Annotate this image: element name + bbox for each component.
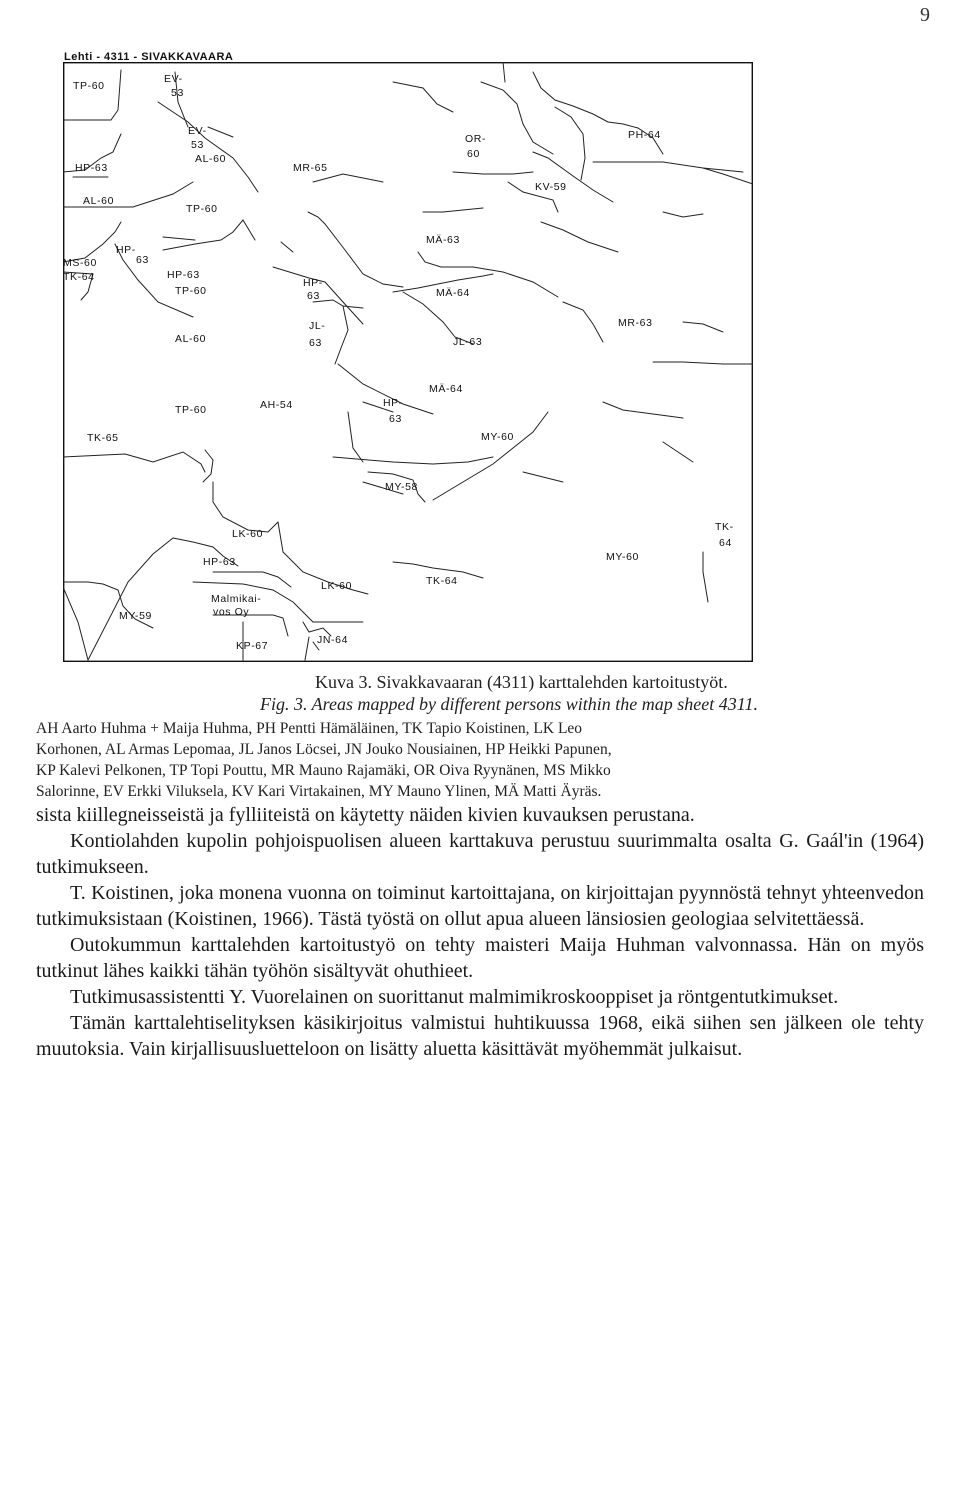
map-label: MY-60 <box>606 551 639 563</box>
map-label: TP-60 <box>186 203 218 215</box>
map-frame <box>64 63 753 662</box>
map-label: MÄ-63 <box>426 234 460 246</box>
map-label: 60 <box>467 148 480 160</box>
map-label: JL-63 <box>453 336 483 348</box>
map-label: MY-59 <box>119 610 152 622</box>
map-label: 63 <box>136 254 149 266</box>
body-text <box>36 802 924 1062</box>
map-label: MY-58 <box>385 481 418 493</box>
map-label: 63 <box>309 337 322 349</box>
map-label: HP-63 <box>75 162 108 174</box>
map-label: LK-60 <box>321 580 353 592</box>
legend-line: AH Aarto Huhma + Maija Huhma, PH Pentti Hämäläinen, TK Tapio Koistinen, LK Leo <box>36 720 583 737</box>
map-label: OR- <box>465 133 487 145</box>
paragraph: sista kiillegneisseistä ja fylliiteistä on käytetty näiden kivien kuvauksen perustana. <box>36 804 695 826</box>
map-label: MR-65 <box>293 162 328 174</box>
paragraph: T. Koistinen, joka monena vuonna on toiminut kartoittajana, on kirjoittajan pyynnöstä tehnyt yhteenvedon tutkimuksistaan (Koistinen, 1966). Tästä työstä on ollut apua alueen länsiosien geologiaa selvitettäessä. <box>36 882 924 930</box>
map-label: MR-63 <box>618 317 653 329</box>
mapper-legend <box>36 718 936 802</box>
map-label: HP- <box>383 397 403 409</box>
map-sheet-title: Lehti - 4311 - SIVAKKAVAARA <box>64 51 234 63</box>
legend-line: KP Kalevi Pelkonen, TP Topi Pouttu, MR Mauno Rajamäki, OR Oiva Ryynänen, MS Mikko <box>36 762 611 779</box>
map-label: AL-60 <box>195 153 227 165</box>
map-label: LK-60 <box>232 528 264 540</box>
map-label: TP-60 <box>175 285 207 297</box>
map-label: AL-60 <box>175 333 207 345</box>
map-label: 64 <box>719 537 732 549</box>
map-label: 53 <box>191 139 204 151</box>
map-label: MÄ-64 <box>436 287 470 299</box>
map-label: TP-60 <box>175 404 207 416</box>
area-labels <box>63 73 734 652</box>
map-label: 63 <box>389 413 402 425</box>
map-label: AH-54 <box>260 399 293 411</box>
paragraph: Tutkimusassistentti Y. Vuorelainen on suorittanut malmimikroskooppiset ja röntgentutkimukset. <box>70 986 839 1008</box>
map-label: KP-67 <box>236 640 269 652</box>
map-label: TP-60 <box>73 80 105 92</box>
paragraph: Outokummun karttalehden kartoitustyö on tehty maisteri Maija Huhman valvonnassa. Hän on myös tutkinut lähes kaikki tähän työhön sisältyvät ohuthieet. <box>36 934 924 982</box>
map-label: Malmikai- <box>211 593 262 605</box>
paragraph: Tämän karttalehtiselityksen käsikirjoitus valmistui huhtikuussa 1968, eikä siihen sen jälkeen ole tehty muutoksia. Vain kirjallisuusluetteloon on lisätty aluetta käsittävät myöhemmät julkaisut. <box>36 1012 924 1060</box>
map-label: 63 <box>307 290 320 302</box>
map-label: MY-60 <box>481 431 514 443</box>
map-label: HP- <box>116 244 136 256</box>
page-number: 9 <box>920 4 930 26</box>
map-label: TK-64 <box>63 271 95 283</box>
map-label: HP-63 <box>167 269 200 281</box>
map-label: TK-65 <box>87 432 119 444</box>
map-label: HP- <box>303 277 323 289</box>
map-label: MÄ-64 <box>429 383 463 395</box>
figure-caption-english: Fig. 3. Areas mapped by different persons within the map sheet 4311. <box>260 694 758 714</box>
legend-line: Korhonen, AL Armas Lepomaa, JL Janos Löcsei, JN Jouko Nousiainen, HP Heikki Papunen, <box>36 741 612 758</box>
paragraph: Kontiolahden kupolin pohjoispuolisen alueen karttakuva perustuu suurimmalta osalta G. Gaál'in (1964) tutkimukseen. <box>36 830 924 878</box>
map-label: TK- <box>715 521 734 533</box>
map-label: KV-59 <box>535 181 567 193</box>
area-boundaries <box>63 62 753 660</box>
map-label: TK-64 <box>426 575 458 587</box>
map-label: JL- <box>309 320 326 332</box>
map-label: EV- <box>188 125 207 137</box>
map-label: MS-60 <box>63 257 97 269</box>
map-label: vos Oy <box>213 606 250 618</box>
map-label: 53 <box>171 87 184 99</box>
map-label: AL-60 <box>83 195 115 207</box>
legend-line: Salorinne, EV Erkki Viluksela, KV Kari Virtakainen, MY Mauno Ylinen, MÄ Matti Äyräs. <box>36 783 602 800</box>
figure-caption-finnish: Kuva 3. Sivakkavaaran (4311) karttalehden kartoitustyöt. <box>315 672 728 692</box>
map-label: JN-64 <box>317 634 349 646</box>
map-label: EV- <box>164 73 183 85</box>
map-label: PH-64 <box>628 129 661 141</box>
mapping-areas-map <box>63 62 753 662</box>
map-label: HP-63 <box>203 556 236 568</box>
